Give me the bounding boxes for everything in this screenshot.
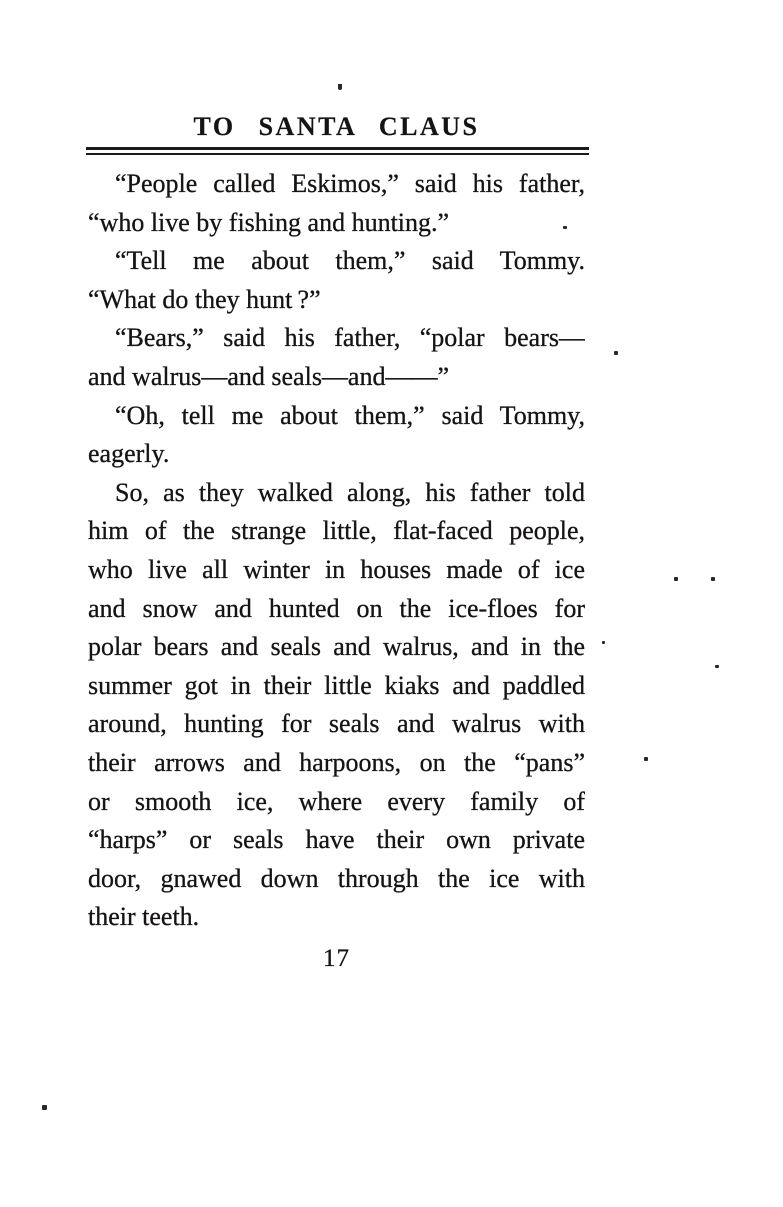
text-line: their arrows and harpoons, on the “pans” <box>88 747 585 777</box>
text-line: summer got in their little kiaks and paddled <box>88 670 585 700</box>
scan-speck <box>42 1105 47 1110</box>
header-double-rule <box>86 147 589 155</box>
running-head-title: TO SANTA CLAUS <box>193 112 480 141</box>
text-line: “Oh, tell me about them,” said Tommy, <box>115 400 585 430</box>
scan-speck <box>563 226 567 229</box>
text-line: their teeth. <box>88 902 200 932</box>
scan-speck <box>602 641 605 644</box>
text-line: “who live by fishing and hunting.” <box>88 207 450 237</box>
scan-speck <box>674 577 678 581</box>
text-line: “Bears,” said his father, “polar bears— <box>115 323 585 353</box>
page-number: 17 <box>323 944 350 972</box>
text-line: “People called Eskimos,” said his father, <box>115 169 585 198</box>
text-line: “What do they hunt ?” <box>88 284 321 314</box>
scan-speck <box>711 577 715 581</box>
text-line: “harps” or seals have their own private <box>88 825 585 855</box>
text-line: So, as they walked along, his father told <box>115 477 585 507</box>
scan-speck <box>614 351 618 355</box>
scan-speck <box>715 665 719 668</box>
text-line: polar bears and seals and walrus, and in the <box>88 632 585 662</box>
text-line: around, hunting for seals and walrus with <box>88 709 585 739</box>
text-line: him of the strange little, flat-faced people, <box>88 516 585 546</box>
text-line: who live all winter in houses made of ice <box>88 554 585 584</box>
text-line: eagerly. <box>88 439 170 469</box>
text-line: door, gnawed down through the ice with <box>88 863 585 893</box>
text-line: and walrus—and seals—and——” <box>88 361 450 391</box>
text-line: “Tell me about them,” said Tommy. <box>115 246 585 276</box>
text-block <box>88 112 585 974</box>
text-line: and snow and hunted on the ice-floes for <box>88 593 585 623</box>
scan-speck <box>338 84 342 90</box>
scan-speck <box>644 757 648 761</box>
body-text <box>88 165 585 937</box>
text-line: or smooth ice, where every family of <box>88 786 585 816</box>
